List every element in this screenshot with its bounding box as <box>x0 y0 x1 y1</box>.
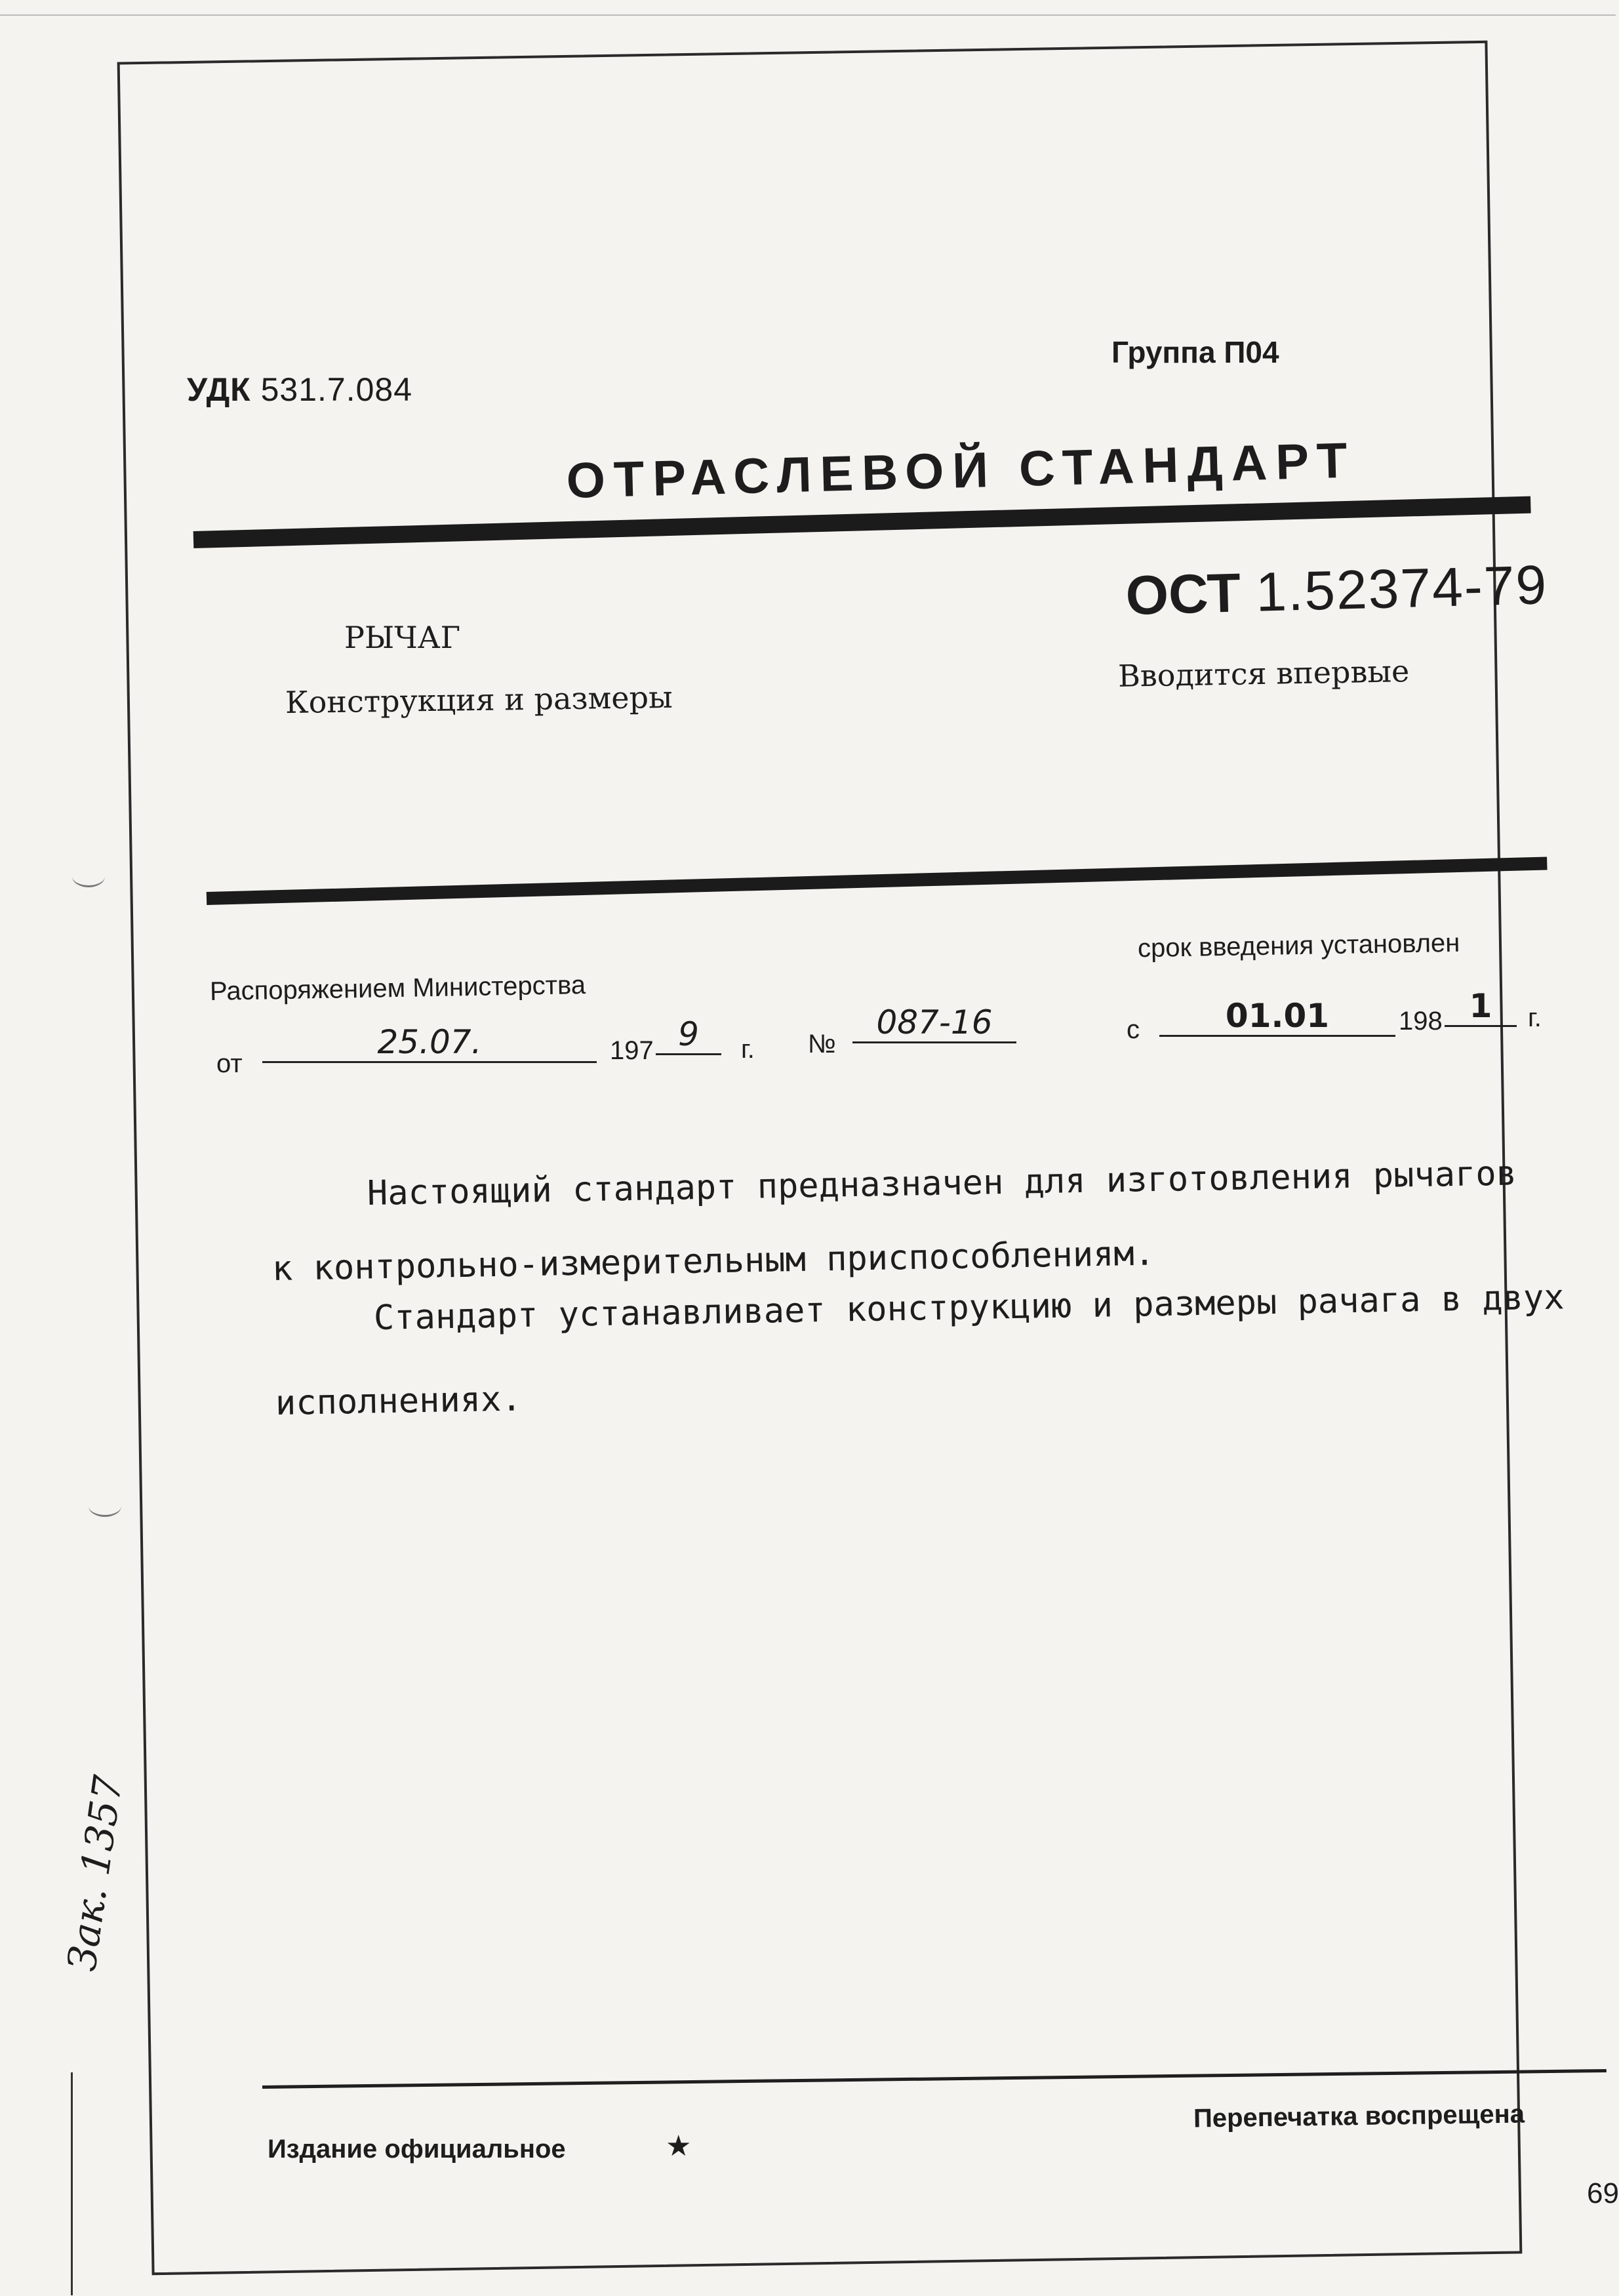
udk-label: УДК <box>187 371 251 408</box>
fold-mark <box>89 1495 121 1517</box>
standard-designation <box>1125 553 1548 628</box>
document-subtitle: Конструкция и размеры <box>285 679 673 721</box>
page-number: 69 <box>1587 2177 1619 2209</box>
reprint-prohibited-note: Перепечатка воспрещена <box>1193 2099 1525 2133</box>
body-paragraph-1-line-2: к контрольно-измерительным приспособлениям. <box>271 1234 1155 1289</box>
standard-prefix: ОСТ <box>1125 561 1242 627</box>
document-name: РЫЧАГ <box>344 620 461 655</box>
page-title: ОТРАСЛЕВОЙ СТАНДАРТ <box>565 432 1357 510</box>
body-paragraph-2-line-1: Стандарт устанавливает конструкцию и размеры рачага в двух <box>373 1278 1565 1338</box>
order-date: 25.07. <box>262 1023 597 1063</box>
standard-number: 1.52374-79 <box>1254 554 1549 623</box>
body-paragraph-2-line-2: исполнениях. <box>275 1379 523 1423</box>
intro-status: Вводится впервые <box>1117 653 1410 694</box>
star-icon: ★ <box>666 2130 692 2162</box>
deadline-year-prefix: 198 <box>1399 1007 1443 1036</box>
order-year-digit: 9 <box>656 1015 721 1055</box>
udk-number: 531.7.084 <box>260 371 413 408</box>
fold-mark <box>72 866 105 887</box>
margin-line <box>71 2072 73 2295</box>
page-top-edge <box>0 0 1616 16</box>
deadline-year-digit: 1 <box>1445 987 1517 1027</box>
deadline-date: 01.01 <box>1159 997 1395 1037</box>
order-year-prefix: 197 <box>610 1036 654 1065</box>
order-number-label: № <box>808 1030 836 1058</box>
order-number: 087-16 <box>852 1003 1016 1043</box>
official-edition-note: Издание официальное <box>268 2135 566 2164</box>
udk-code <box>187 371 412 409</box>
handwritten-order-note: Зак. 1357 <box>59 1773 132 1974</box>
order-label: Распоряжением Министерства <box>209 971 586 1006</box>
deadline-label: срок введения установлен <box>1137 928 1460 963</box>
body-paragraph-1-line-1: Настоящий стандарт предназначен для изготовления рычагов <box>367 1154 1517 1213</box>
deadline-from-label: с <box>1127 1015 1140 1044</box>
deadline-year-suffix: г. <box>1528 1003 1542 1032</box>
order-from-label: от <box>216 1049 243 1078</box>
group-code: Группа П04 <box>1111 335 1279 369</box>
order-year-suffix: г. <box>741 1035 755 1064</box>
